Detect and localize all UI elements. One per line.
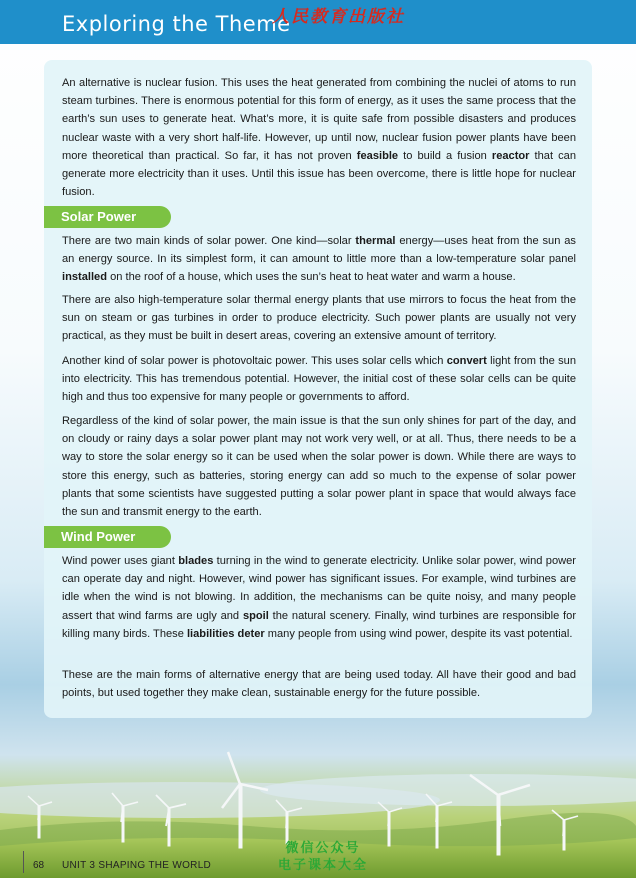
vocab-word: blades	[178, 555, 214, 567]
section-heading-solar: Solar Power	[44, 206, 171, 228]
footer-divider	[23, 851, 24, 873]
wind-paragraph-1: Wind power uses giant blades turning in the wind to generate electricity. Unlike solar power, wind power can operate day and night. However, wind power has significant issues. For example, wind turbines are idle when the wind is not blowing. In addition, the mechanisms can be quite noisy, and many people assert that wind farms are ugly and spoil the natural scenery. Finally, wind turbines are responsible for killing many birds. These liabilities deter many people from using wind power, despite its vast potential.	[62, 555, 577, 640]
solar-paragraph-2: There are also high-temperature solar thermal energy plants that use mirrors to focus the heat from the sun on steam or gas turbines in order to produce electricity. Such power plants are usually not very practical, as they must be built in desert areas, covering an extensive amount of territory.	[62, 294, 576, 343]
solar-paragraph-3: Another kind of solar power is photovoltaic power. This uses solar cells which convert light from the sun into electricity. This has tremendous potential. However, the initial cost of these solar cells can be quite high and thus too expensive for many people or governments to afford.	[62, 355, 576, 404]
vocab-word: convert	[446, 355, 487, 367]
watermark	[268, 840, 378, 874]
closing-paragraph: These are the main forms of alternative energy that are being used today. All have their good and bad points, but used together they make clean, sustainable energy for the future possible.	[62, 669, 576, 700]
vocab-word: thermal	[355, 235, 396, 247]
vocab-word: reactor	[491, 149, 530, 162]
intro-paragraph: An alternative is nuclear fusion. This uses the heat generated from combining the nuclei of atoms to run steam turbines. There is enormous potential for this form of energy, as it uses the same process that the earth’s sun uses to generate heat. What’s more, it is quite safe from possible disasters and produces nuclear waste with a very short half-life. However, up until now, nuclear fusion power plants have been more theoretical than practical. So far, it has not proven feasible to build a fusion reactor that can generate more electricity than it uses. Until this issue has been overcome, there is little hope for nuclear fusion.	[62, 77, 577, 199]
vocab-word: feasible	[356, 149, 399, 162]
watermark-line-1: 微信公众号	[285, 841, 361, 856]
unit-label: UNIT 3 SHAPING THE WORLD	[62, 860, 212, 871]
page-title: Exploring the Theme	[62, 12, 291, 36]
publisher-logo-text: 人民教育出版社	[272, 7, 405, 27]
vocab-word: deter	[237, 627, 265, 640]
vocab-word: installed	[62, 271, 108, 284]
page-number: 68	[33, 860, 45, 871]
solar-paragraph-1: There are two main kinds of solar power. One kind—solar thermal energy—uses heat from the sun as an energy source. In its simplest form, it can amount to little more than a low-temperature solar panel installed on the roof of a house, which uses the sun’s heat to heat water and warm a house.	[62, 235, 576, 284]
section-heading-wind: Wind Power	[44, 526, 171, 548]
vocab-word: liabilities	[186, 627, 235, 640]
solar-paragraph-4: Regardless of the kind of solar power, the main issue is that the sun only shines for part of the day, and on cloudy or rainy days a solar power plant may not work very well, or at all. Thus, there needs to be a way to store the solar energy so it can be used when the solar power is down. While there are ways to store this energy, such as batteries, storing energy can add so much to the expense of solar power plants that some scientists have suggested putting a solar power plant in space that would always face the sun and transmit energy to the earth.	[62, 415, 576, 519]
vocab-word: spoil	[242, 609, 269, 622]
watermark-line-2: 电子课本大全	[277, 858, 368, 873]
